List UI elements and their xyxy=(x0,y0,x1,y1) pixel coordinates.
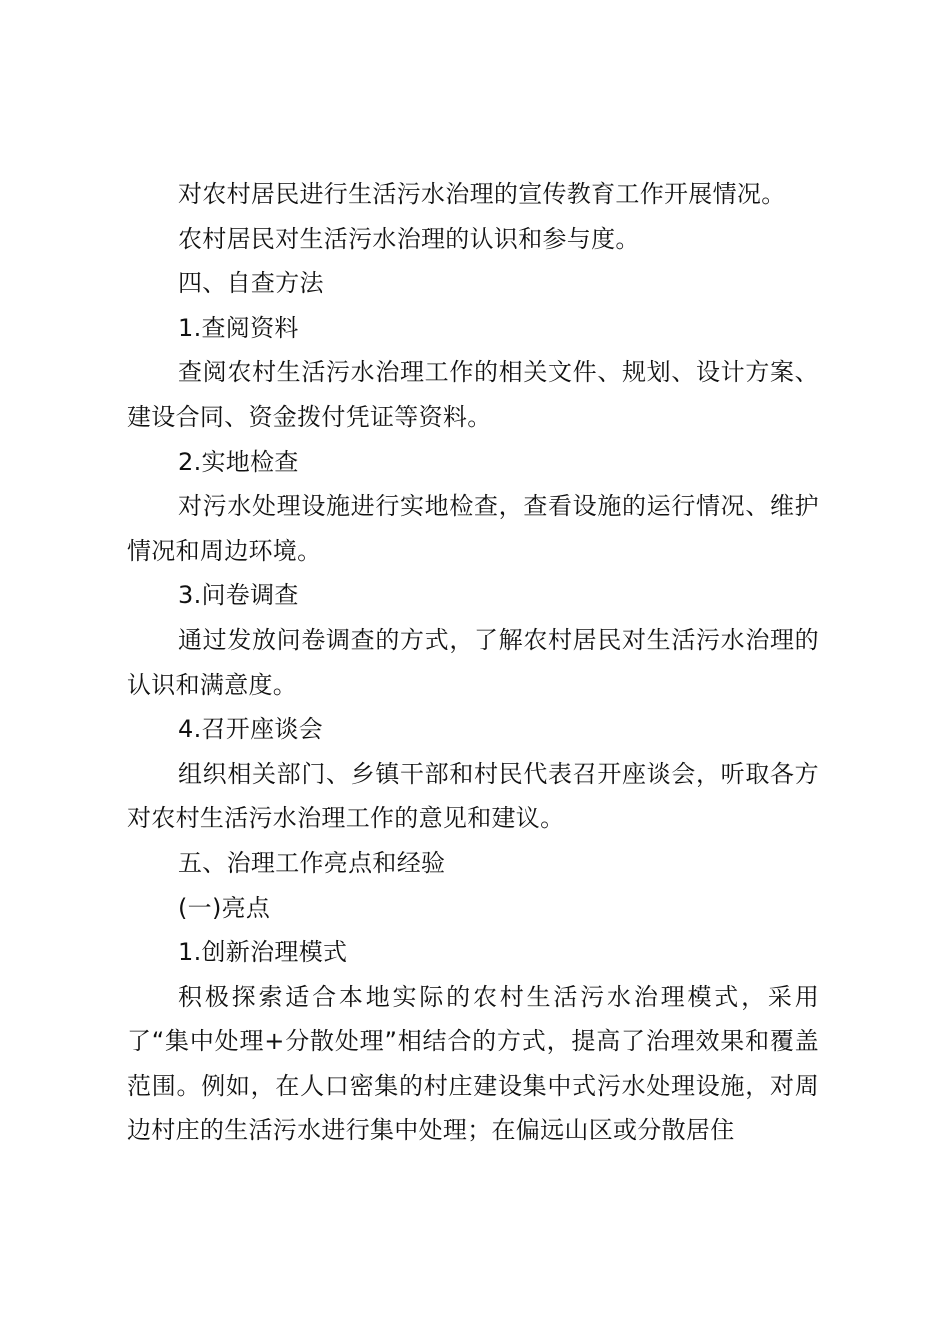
document-body xyxy=(127,172,819,1153)
paragraph-resident-awareness: 农村居民对生活污水治理的认识和参与度。 xyxy=(178,224,640,253)
subheading-highlights: (一)亮点 xyxy=(178,893,271,922)
paragraph-review-documents: 查阅农村生活污水治理工作的相关文件、规划、设计方案、建设合同、资金拨付凭证等资料。 xyxy=(127,358,819,431)
paragraph-questionnaire: 通过发放问卷调查的方式，了解农村居民对生活污水治理的认识和满意度。 xyxy=(127,625,819,699)
subheading-site-inspection: 2.实地检查 xyxy=(178,447,299,476)
heading-self-check-methods: 四、自查方法 xyxy=(178,269,324,298)
paragraph-site-inspection: 对污水处理设施进行实地检查，查看设施的运行情况、维护情况和周边环境。 xyxy=(127,492,819,565)
subheading-questionnaire: 3.问卷调查 xyxy=(178,581,299,610)
subheading-innovative-model: 1.创新治理模式 xyxy=(178,938,348,967)
paragraph-innovative-model: 积极探索适合本地实际的农村生活污水治理模式，采用了“集中处理+分散处理”相结合的方式，提高了治理效果和覆盖范围。例如，在人口密集的村庄建设集中式污水处理设施，对周边村庄的生活污水进行集中处理；在偏远山区或分散居住 xyxy=(127,982,819,1145)
subheading-symposium: 4.召开座谈会 xyxy=(178,715,323,744)
subheading-review-documents: 1.查阅资料 xyxy=(178,313,299,342)
heading-highlights-experience: 五、治理工作亮点和经验 xyxy=(178,848,446,877)
paragraph-publicity-education: 对农村居民进行生活污水治理的宣传教育工作开展情况。 xyxy=(178,180,786,208)
paragraph-symposium: 组织相关部门、乡镇干部和村民代表召开座谈会，听取各方对农村生活污水治理工作的意见和建议。 xyxy=(127,759,819,833)
